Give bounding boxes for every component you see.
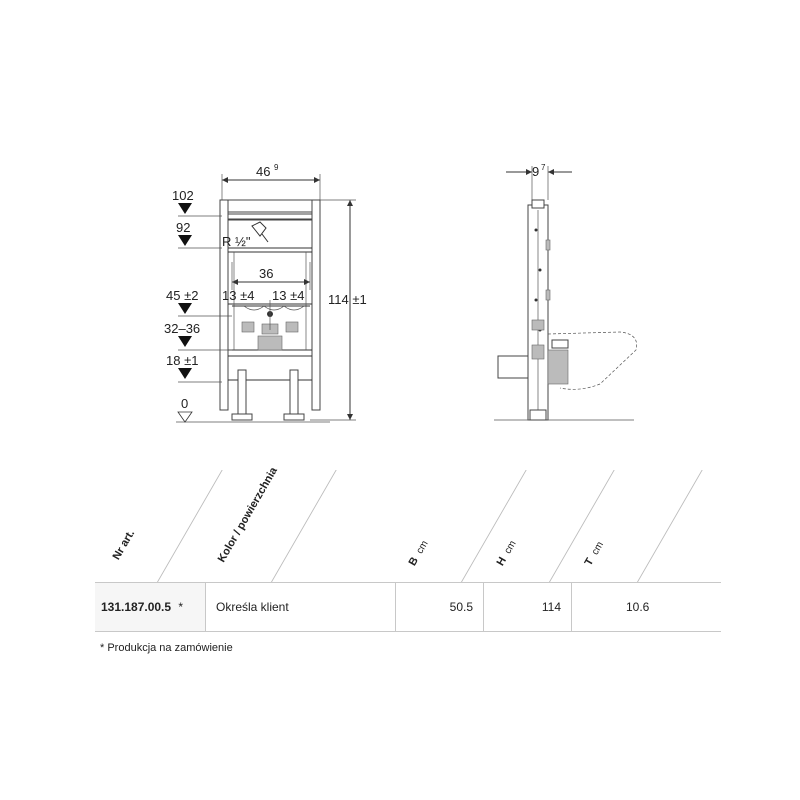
header-divider: [461, 470, 527, 582]
level-0: 0: [181, 396, 189, 411]
cell-t: 10.6: [571, 583, 721, 631]
thread-label: R ½": [222, 234, 251, 249]
cell-color: Określa klient: [205, 583, 395, 631]
cell-h: 114: [483, 583, 571, 631]
offset-left-label: 13 ±4: [222, 288, 255, 303]
height-label: 114 ±1: [328, 292, 367, 307]
header-divider: [271, 470, 337, 582]
level-102: 102: [172, 188, 194, 203]
table-row: [95, 582, 721, 632]
header-divider: [549, 470, 615, 582]
cell-b: 50.5: [395, 583, 483, 631]
level-markers: [164, 188, 330, 422]
width-sup: 9: [274, 163, 279, 172]
offset-right-label: 13 ±4: [272, 288, 305, 303]
inner-dimension: [232, 262, 310, 290]
level-92: 92: [176, 220, 191, 235]
inner-label: 36: [259, 266, 274, 281]
header-divider: [157, 470, 223, 582]
table-header: [95, 465, 725, 582]
level-45: 45 ±2: [166, 288, 199, 303]
header-b: Bcm: [406, 538, 431, 568]
header-divider: [637, 470, 703, 582]
header-color: Kolor / powierzchnia: [215, 465, 280, 565]
cell-art: 131.187.00.5 *: [101, 600, 184, 614]
depth-sup: 7: [541, 163, 546, 172]
header-art: Nr art.: [110, 527, 138, 562]
footnote: * Produkcja na zamówienie: [100, 642, 233, 654]
depth-label: 9: [532, 164, 540, 179]
level-32-36: 32–36: [164, 321, 201, 336]
width-label: 46: [256, 164, 271, 179]
level-18: 18 ±1: [166, 353, 199, 368]
header-h: Hcm: [494, 538, 519, 568]
side-view: [494, 163, 637, 420]
header-t: Tcm: [582, 539, 607, 568]
